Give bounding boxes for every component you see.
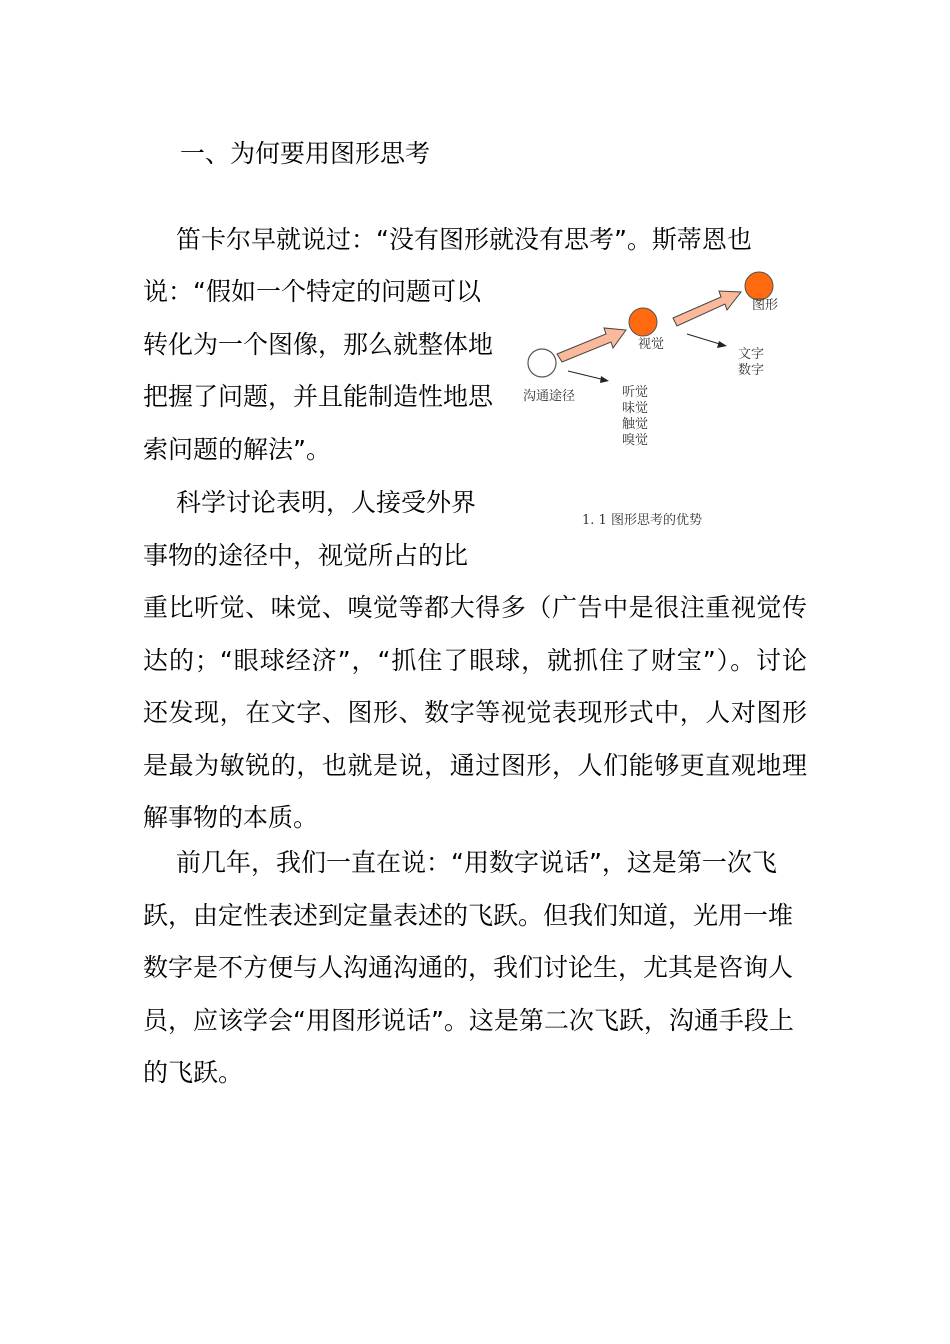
paragraph-3: 前几年，我们一直在说：“用数字说话”，这是第一次飞跃，由定性表述到定量表述的飞跃。但我们知道，光用一堆数字是不方便与人沟通沟通的，我们讨论生，尤其是咨询人员，应该学会“用图形说话”。这是第二次飞跃，沟通手段上的飞跃。 [143, 848, 794, 1087]
mid-circle [629, 308, 657, 336]
end-circle [745, 272, 773, 300]
thin-arrow-1-head [600, 376, 609, 383]
paragraph-1-wrapped: 说：“假如一个特定的问题可以转化为一个图像，那么就整体地把握了问题，并且能制造性地思索问题的解法”。 [143, 277, 494, 464]
section-heading: 一、为何要用图形思考 [180, 139, 431, 168]
label-mid: 视觉 [638, 337, 665, 352]
big-arrow-1 [557, 328, 626, 362]
diagram-canvas [505, 262, 805, 532]
branch1-item: 触觉 [622, 417, 649, 432]
figure-caption: 1. 1 图形思考的优势 [582, 513, 702, 528]
thin-arrow-2 [687, 334, 723, 345]
paragraph-1-line-1: 笛卡尔早就说过：“没有图形就没有思考”。斯蒂恩也 [176, 225, 752, 254]
paragraph-2-wrapped: 科学讨论表明，人接受外界事物的途径中，视觉所占的比 [143, 488, 477, 570]
label-end: 图形 [752, 298, 779, 313]
branch1-item: 听觉 [622, 385, 649, 400]
thin-arrow-1 [568, 371, 605, 380]
branch2-item: 数字 [738, 363, 765, 378]
branch2-item: 文字 [738, 347, 765, 362]
label-start: 沟通途径 [523, 389, 576, 404]
thin-arrow-2-head [717, 341, 727, 348]
start-circle [528, 349, 556, 377]
big-arrow-2 [673, 291, 741, 326]
branch1-item: 嗅觉 [622, 433, 649, 448]
branch1-item: 味觉 [622, 401, 649, 416]
paragraph-2-continued: 重比听觉、味觉、嗅觉等都大得多（广告中是很注重视觉传达的；“眼球经济”，“抓住了眼球，就抓住了财宝”）。讨论还发现，在文字、图形、数字等视觉表现形式中，人对图形是最为敏锐的，也就是说，通过图形，人们能够更直观地理解事物的本质。 [143, 593, 807, 832]
perception-diagram [505, 262, 805, 532]
